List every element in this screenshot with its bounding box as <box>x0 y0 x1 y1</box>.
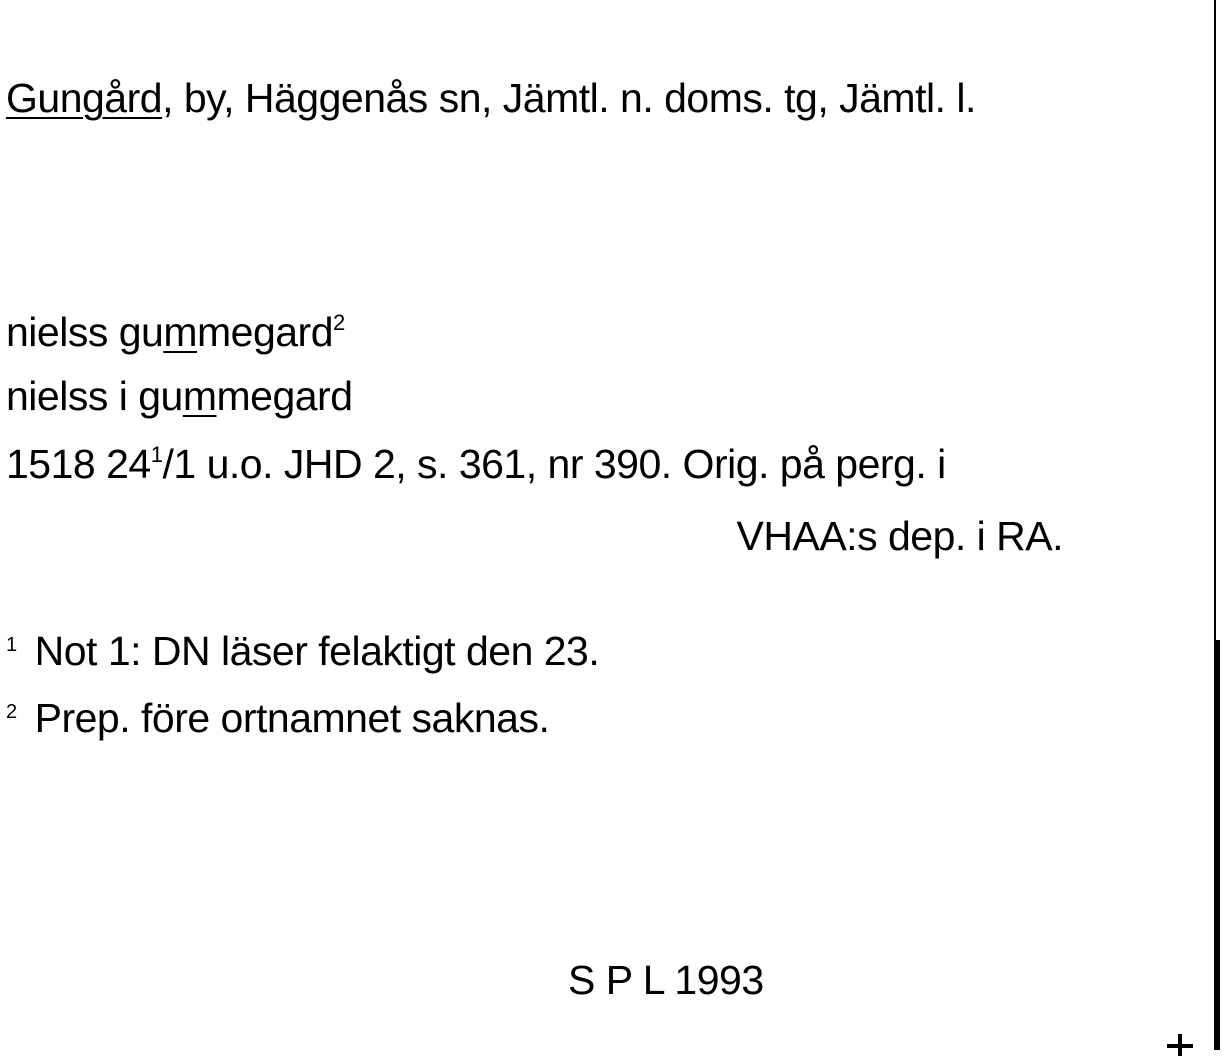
form-underlined-letter: m <box>182 373 217 419</box>
card-heading <box>6 74 976 122</box>
footnote-text: Not 1: DN läser felaktigt den 23. <box>34 628 600 674</box>
footnote-mark: 1 <box>6 634 17 656</box>
source-day: 24 <box>106 441 151 487</box>
form-text: megard <box>196 309 333 355</box>
headword: Gungård <box>6 75 163 121</box>
footnote <box>6 627 599 683</box>
form-text: nielss i gu <box>6 373 183 419</box>
form-line <box>6 308 345 363</box>
signature: S P L 1993 <box>568 957 764 1003</box>
source-reference: /1 u.o. JHD 2, s. 361, nr 390. Orig. på perg. i <box>162 441 946 487</box>
footnote <box>6 694 549 750</box>
heading-description: , by, Häggenås sn, Jämtl. n. doms. tg, Jämtl. l. <box>162 75 976 121</box>
card-edge-divider <box>1214 0 1223 1054</box>
source-citation <box>6 440 946 495</box>
footnote-reference: 2 <box>333 310 345 335</box>
footnote-mark: 2 <box>6 701 17 723</box>
plus-icon <box>1165 1030 1197 1054</box>
form-text: megard <box>216 373 353 419</box>
source-continuation: VHAA:s dep. i RA. <box>736 513 1063 559</box>
footnote-text: Prep. före ortnamnet saknas. <box>34 695 550 741</box>
form-line <box>6 372 353 420</box>
source-year: 1518 <box>6 441 96 487</box>
form-underlined-letter: m <box>163 309 197 355</box>
form-text: nielss gu <box>6 309 164 355</box>
footnote-reference: 1 <box>150 442 163 467</box>
